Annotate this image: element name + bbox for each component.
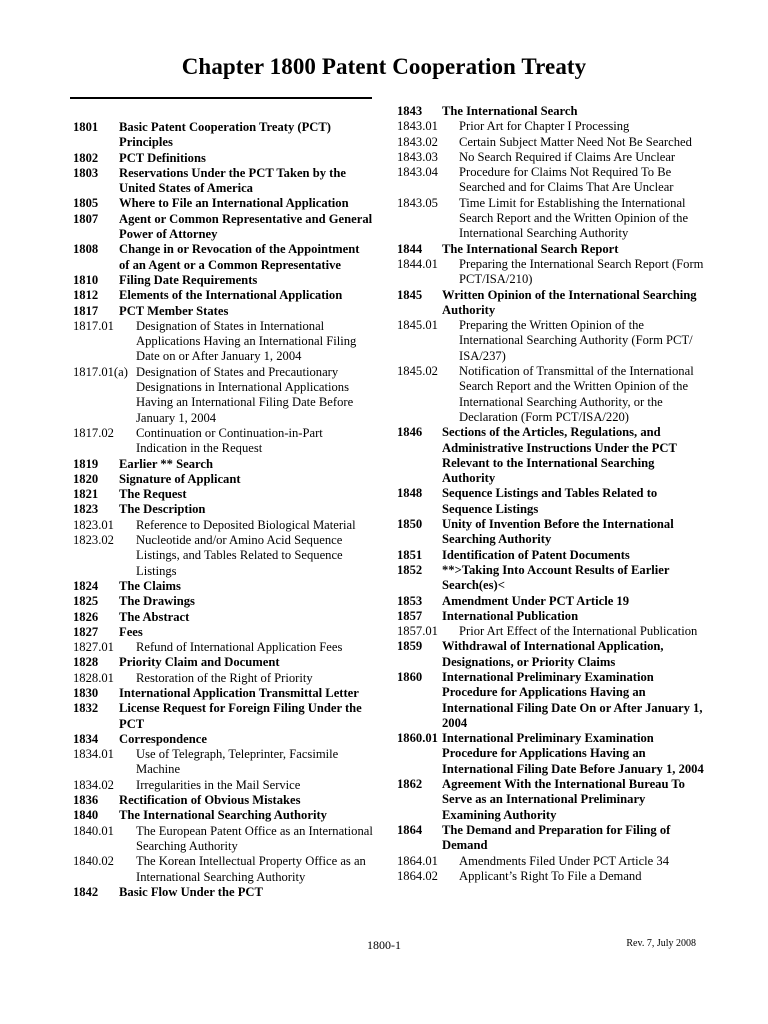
toc-entry bbox=[73, 472, 373, 487]
section-number: 1817.01 bbox=[73, 318, 114, 333]
toc-entry bbox=[397, 288, 707, 319]
section-title: Earlier ** Search bbox=[119, 456, 213, 471]
section-number: 1826 bbox=[73, 609, 99, 624]
toc-entry bbox=[397, 135, 707, 150]
section-title: License Request for Foreign Filing Under the PCT bbox=[119, 701, 362, 731]
toc-entry bbox=[397, 777, 707, 823]
toc-entry bbox=[73, 671, 373, 686]
section-title: The European Patent Office as an International Searching Authority bbox=[136, 823, 373, 853]
section-number: 1805 bbox=[73, 196, 99, 211]
toc-entry bbox=[73, 594, 373, 609]
toc-entry bbox=[73, 579, 373, 594]
section-title: The Korean Intellectual Property Office as an International Searching Authority bbox=[136, 854, 366, 884]
section-number: 1824 bbox=[73, 578, 99, 593]
section-title: The International Search Report bbox=[442, 241, 619, 256]
toc-entry bbox=[73, 212, 373, 243]
section-number: 1843 bbox=[397, 104, 423, 118]
section-title: Amendments Filed Under PCT Article 34 bbox=[459, 853, 669, 868]
toc-entry bbox=[397, 548, 707, 563]
toc-entry bbox=[397, 257, 707, 288]
section-title: Correspondence bbox=[119, 731, 207, 746]
section-number: 1821 bbox=[73, 487, 99, 502]
toc-left-column bbox=[73, 120, 373, 900]
section-title: Preparing the Written Opinion of the International Searching Authority (Form PCT/ ISA/237) bbox=[459, 318, 693, 363]
section-title: Prior Art for Chapter I Processing bbox=[459, 119, 630, 134]
section-number: 1820 bbox=[73, 471, 99, 486]
toc-entry bbox=[73, 487, 373, 502]
chapter-title: Chapter 1800 Patent Cooperation Treaty bbox=[181, 54, 587, 79]
section-number: 1825 bbox=[73, 594, 99, 609]
section-title: The Abstract bbox=[119, 609, 190, 624]
section-title: Certain Subject Matter Need Not Be Searched bbox=[459, 134, 692, 149]
section-title: Designation of States in International Applications Having an International Filing Date on or After January 1, 2004 bbox=[136, 318, 357, 364]
toc-entry bbox=[397, 854, 707, 869]
toc-entry bbox=[73, 824, 373, 855]
toc-entry bbox=[73, 625, 373, 640]
section-number: 1830 bbox=[73, 685, 99, 700]
revision-note: Rev. 7, July 2008 bbox=[626, 938, 696, 949]
toc-entry bbox=[73, 242, 373, 273]
section-number: 1828 bbox=[73, 655, 99, 670]
section-number: 1801 bbox=[73, 120, 99, 134]
section-number: 1817.01(a) bbox=[73, 364, 128, 379]
section-title: Amendment Under PCT Article 19 bbox=[442, 593, 630, 608]
section-title: Procedure for Claims Not Required To Be Searched and for Claims That Are Unclear bbox=[459, 165, 674, 195]
toc-entry bbox=[73, 640, 373, 655]
section-title: The Drawings bbox=[119, 594, 195, 609]
section-number: 1827.01 bbox=[73, 640, 114, 655]
section-title: Rectification of Obvious Mistakes bbox=[119, 793, 301, 808]
section-number: 1851 bbox=[397, 547, 423, 562]
section-number: 1857.01 bbox=[397, 624, 438, 639]
section-number: 1864.02 bbox=[397, 868, 438, 883]
toc-entry bbox=[397, 563, 707, 594]
section-number: 1843.02 bbox=[397, 134, 438, 149]
section-title: Where to File an International Application bbox=[119, 196, 349, 211]
section-title: Signature of Applicant bbox=[119, 471, 241, 486]
toc-entry bbox=[73, 732, 373, 747]
section-number: 1845 bbox=[397, 287, 423, 302]
toc-entry bbox=[397, 364, 707, 425]
section-title: The International Searching Authority bbox=[119, 808, 327, 823]
toc-entry bbox=[73, 778, 373, 793]
section-title: Applicant’s Right To File a Demand bbox=[459, 868, 642, 883]
section-title: Unity of Invention Before the International Searching Authority bbox=[442, 517, 674, 547]
section-title: Reference to Deposited Biological Material bbox=[136, 517, 356, 532]
toc-entry bbox=[397, 517, 707, 548]
toc-entry bbox=[73, 304, 373, 319]
toc-entry bbox=[73, 610, 373, 625]
section-number: 1844.01 bbox=[397, 256, 438, 271]
section-number: 1845.01 bbox=[397, 318, 438, 333]
section-title: PCT Definitions bbox=[119, 150, 206, 165]
section-title: Sequence Listings and Tables Related to Sequence Listings bbox=[442, 486, 658, 516]
toc-entry bbox=[397, 594, 707, 609]
section-number: 1845.02 bbox=[397, 364, 438, 379]
title-rule bbox=[70, 97, 372, 99]
toc-entry bbox=[73, 518, 373, 533]
section-title: The Description bbox=[119, 502, 206, 517]
toc-entry bbox=[73, 655, 373, 670]
section-title: Agent or Common Representative and General Power of Attorney bbox=[119, 211, 373, 242]
section-number: 1834 bbox=[73, 731, 99, 746]
section-number: 1827 bbox=[73, 624, 99, 639]
section-number: 1840.01 bbox=[73, 823, 114, 838]
toc-entry bbox=[397, 242, 707, 257]
section-number: 1843.04 bbox=[397, 165, 438, 180]
section-title: The Request bbox=[119, 487, 187, 502]
toc-entry bbox=[397, 119, 707, 134]
section-title: Priority Claim and Document bbox=[119, 655, 280, 670]
toc-entry bbox=[73, 196, 373, 211]
section-title: Refund of International Application Fees bbox=[136, 640, 343, 655]
page-number: 1800-1 bbox=[367, 938, 401, 952]
toc-entry bbox=[397, 150, 707, 165]
section-number: 1864.01 bbox=[397, 853, 438, 868]
section-number: 1859 bbox=[397, 639, 423, 654]
section-number: 1832 bbox=[73, 701, 99, 716]
section-number: 1808 bbox=[73, 242, 99, 257]
section-title: Continuation or Continuation-in-Part Indication in the Request bbox=[136, 425, 323, 456]
section-title: Irregularities in the Mail Service bbox=[136, 777, 301, 792]
section-title: **>Taking Into Account Results of Earlier Search(es)< bbox=[442, 562, 670, 593]
toc-entry bbox=[397, 609, 707, 624]
section-title: Basic Flow Under the PCT bbox=[119, 884, 263, 899]
section-number: 1834.01 bbox=[73, 747, 114, 762]
section-title: Agreement With the International Bureau To Serve as an International Preliminary Examining Authority bbox=[442, 777, 685, 822]
section-number: 1819 bbox=[73, 456, 99, 471]
section-number: 1812 bbox=[73, 288, 99, 303]
section-number: 1823.02 bbox=[73, 533, 114, 548]
toc-entry bbox=[73, 426, 373, 457]
section-title: Sections of the Articles, Regulations, and Administrative Instructions Under the PCT Relevant to the International Searching Authority bbox=[442, 425, 677, 486]
section-title: Elements of the International Application bbox=[119, 288, 343, 303]
section-title: PCT Member States bbox=[119, 303, 229, 318]
toc-entry bbox=[73, 166, 373, 197]
section-number: 1817.02 bbox=[73, 425, 114, 440]
section-title: International Publication bbox=[442, 608, 579, 623]
section-number: 1836 bbox=[73, 793, 99, 808]
toc-entry bbox=[397, 823, 707, 854]
toc-right-column bbox=[397, 104, 707, 884]
toc-entry bbox=[397, 486, 707, 517]
section-title: No Search Required if Claims Are Unclear bbox=[459, 149, 676, 164]
toc-entry bbox=[73, 120, 373, 151]
toc-entry bbox=[73, 533, 373, 579]
section-number: 1840 bbox=[73, 808, 99, 823]
toc-entry bbox=[73, 151, 373, 166]
section-title: Written Opinion of the International Searching Authority bbox=[442, 287, 697, 317]
toc-entry bbox=[73, 701, 373, 732]
toc-entry bbox=[73, 457, 373, 472]
section-number: 1828.01 bbox=[73, 670, 114, 685]
section-title: International Preliminary Examination Procedure for Applications Having an International Filing Date Before January 1, 2004 bbox=[442, 731, 704, 776]
section-title: The International Search bbox=[442, 104, 578, 118]
section-title: Restoration of the Right of Priority bbox=[136, 670, 313, 685]
toc-entry bbox=[397, 670, 707, 731]
toc-entry bbox=[73, 885, 373, 900]
section-number: 1834.02 bbox=[73, 777, 114, 792]
section-title: Filing Date Requirements bbox=[119, 272, 258, 287]
toc-entry bbox=[397, 196, 707, 242]
toc-entry bbox=[73, 854, 373, 885]
section-number: 1843.03 bbox=[397, 149, 438, 164]
toc-entry bbox=[73, 747, 373, 778]
section-number: 1842 bbox=[73, 884, 99, 899]
section-title: Use of Telegraph, Teleprinter, Facsimile Machine bbox=[136, 747, 339, 777]
section-title: International Application Transmittal Letter bbox=[119, 685, 359, 700]
section-number: 1802 bbox=[73, 150, 99, 165]
toc-entry bbox=[73, 319, 373, 365]
section-title: International Preliminary Examination Procedure for Applications Having an International Filing Date On or After January 1, 2004 bbox=[442, 669, 703, 730]
section-title: Nucleotide and/or Amino Acid Sequence Listings, and Tables Related to Sequence Listings bbox=[136, 533, 343, 578]
section-number: 1846 bbox=[397, 425, 423, 440]
section-number: 1857 bbox=[397, 608, 423, 623]
section-number: 1823 bbox=[73, 502, 99, 517]
toc-entry bbox=[73, 793, 373, 808]
section-number: 1862 bbox=[397, 777, 423, 792]
section-number: 1860.01 bbox=[397, 731, 438, 746]
section-number: 1807 bbox=[73, 211, 99, 226]
section-title: Prior Art Effect of the International Publication bbox=[459, 624, 698, 639]
toc-entry bbox=[397, 869, 707, 884]
section-number: 1853 bbox=[397, 593, 423, 608]
section-number: 1850 bbox=[397, 517, 423, 532]
toc-entry bbox=[397, 318, 707, 364]
section-number: 1840.02 bbox=[73, 854, 114, 869]
section-number: 1852 bbox=[397, 562, 423, 577]
section-number: 1864 bbox=[397, 822, 423, 837]
section-title: Designation of States and Precautionary Designations in International Applications Having an International Filing Date Before January 1, 2004 bbox=[136, 364, 354, 425]
toc-entry bbox=[397, 639, 707, 670]
section-number: 1860 bbox=[397, 669, 423, 684]
toc-entry bbox=[73, 288, 373, 303]
toc-entry bbox=[397, 624, 707, 639]
section-number: 1843.01 bbox=[397, 119, 438, 134]
section-title: Change in or Revocation of the Appointment of an Agent or a Common Representative bbox=[119, 242, 360, 272]
section-title: Time Limit for Establishing the International Search Report and the Written Opinion of the International Searching Authority bbox=[459, 195, 689, 241]
section-number: 1848 bbox=[397, 486, 423, 501]
section-number: 1803 bbox=[73, 165, 99, 180]
toc-entry bbox=[397, 731, 707, 777]
section-title: Reservations Under the PCT Taken by the United States of America bbox=[119, 165, 346, 196]
section-number: 1823.01 bbox=[73, 517, 114, 532]
toc-entry bbox=[73, 273, 373, 288]
section-title: Withdrawal of International Application, Designations, or Priority Claims bbox=[442, 639, 664, 669]
section-title: Notification of Transmittal of the International Search Report and the Written Opinion of the International Searching Authority, or the Declaration (Form PCT/ISA/220) bbox=[459, 364, 694, 424]
section-number: 1844 bbox=[397, 241, 423, 256]
toc-entry bbox=[73, 808, 373, 823]
section-number: 1843.05 bbox=[397, 195, 438, 210]
toc-entry bbox=[397, 165, 707, 196]
section-title: Identification of Patent Documents bbox=[442, 547, 630, 562]
section-number: 1817 bbox=[73, 303, 99, 318]
section-title: The Demand and Preparation for Filing of Demand bbox=[442, 822, 671, 853]
toc-entry bbox=[73, 365, 373, 426]
section-number: 1810 bbox=[73, 272, 99, 287]
section-title: Fees bbox=[119, 624, 143, 639]
toc-entry bbox=[73, 502, 373, 517]
section-title: Basic Patent Cooperation Treaty (PCT) Principles bbox=[119, 120, 331, 150]
section-title: Preparing the International Search Report (Form PCT/ISA/210) bbox=[459, 256, 704, 287]
toc-entry bbox=[73, 686, 373, 701]
toc-entry bbox=[397, 104, 707, 119]
section-title: The Claims bbox=[119, 578, 181, 593]
toc-entry bbox=[397, 425, 707, 486]
